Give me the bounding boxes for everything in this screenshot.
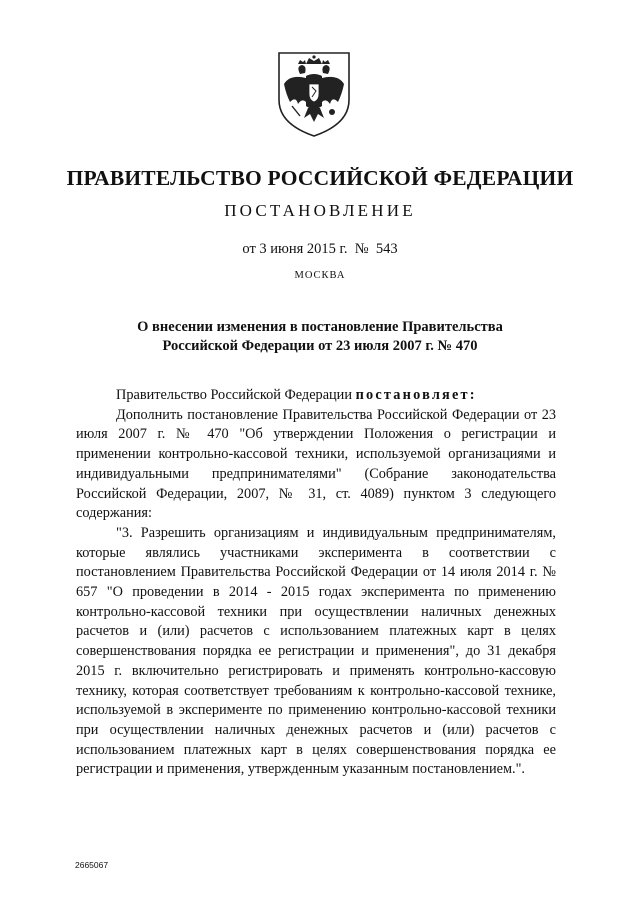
decree-keyword: постановляет: bbox=[355, 387, 477, 403]
document-subject bbox=[80, 318, 560, 356]
subject-line-1: О внесении изменения в постановление Правительства bbox=[137, 319, 503, 335]
document-city: МОСКВА bbox=[294, 270, 346, 281]
document-type: ПОСТАНОВЛЕНИЕ bbox=[224, 201, 416, 220]
paragraph-new-clause: "3. Разрешить организациям и индивидуальным предпринимателям, которые являлись участниками эксперимента в соответствии с постановлением Правительства Российской Федерации от 14 июля 2014 г. № 657 "О проведении в 2014 - 2015 годах эксперимента по применению контрольно-кассовой техники при осуществлении наличных денежных расчетов и (или) расчетов с использованием платежных карт в целях совершенствования порядка ее регистрации и применения", до 31 декабря 2015 г. включительно регистрировать и применять контрольно-кассовую технику, которая соответствует требованиям к контрольно-кассовой технике, используемой в эксперименте по применению контрольно-кассовой техники при осуществлении наличных денежных расчетов и (или) расчетов с использованием платежных карт в целях совершенствования порядка ее регистрации и применения, утвержденным указанным постановлением.". bbox=[76, 524, 556, 778]
decree-intro-text: Правительство Российской Федерации bbox=[116, 387, 356, 403]
document-body bbox=[76, 386, 556, 780]
document-id: 2665067 bbox=[75, 860, 109, 870]
paragraph-amendment: Дополнить постановление Правительства Российской Федерации от 23 июля 2007 г. № 470 "Об утверждении Положения о регистрации и применении контрольно-кассовой техники, используемой организациями и индивидуальными предпринимателями" (Собрание законодательства Российской Федерации, 2007, № 31, ст. 4089) пунктом 3 следующего содержания: bbox=[76, 406, 556, 522]
decree-intro bbox=[76, 386, 556, 406]
document-date-number: от 3 июня 2015 г. № 543 bbox=[242, 241, 398, 257]
government-title: ПРАВИТЕЛЬСТВО РОССИЙСКОЙ ФЕДЕРАЦИИ bbox=[66, 166, 574, 190]
subject-line-2: Российской Федерации от 23 июля 2007 г. № 470 bbox=[162, 338, 478, 354]
coat-of-arms-icon bbox=[276, 50, 352, 138]
